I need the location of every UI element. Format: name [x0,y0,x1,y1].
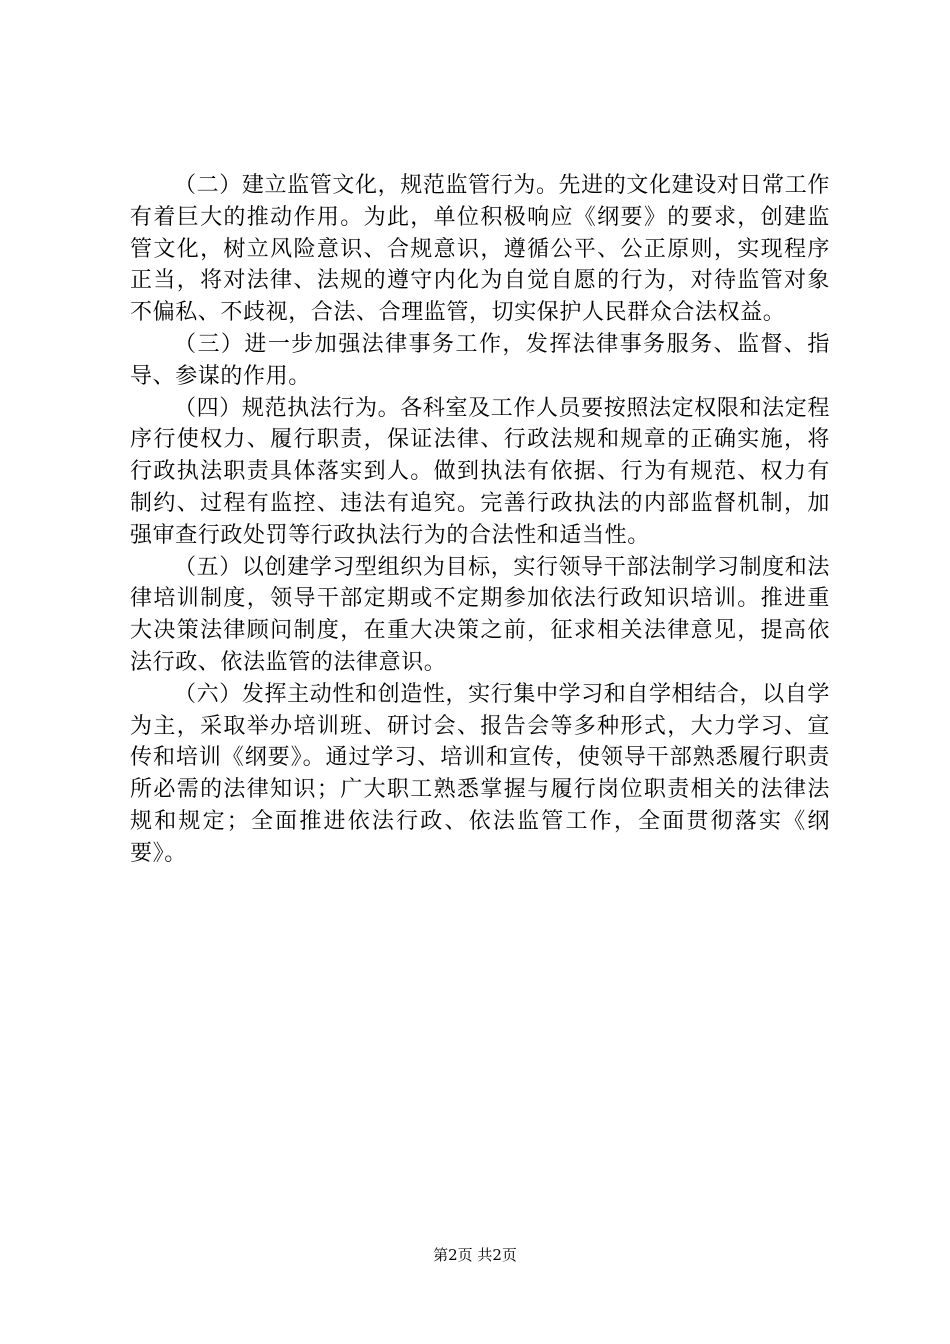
paragraph-3: （三）进一步加强法律事务工作，发挥法律事务服务、监督、指导、参谋的作用。 [130,331,830,389]
paragraph-2: （二）建立监管文化，规范监管行为。先进的文化建设对日常工作有着巨大的推动作用。为此，单位积极响应《纲要》的要求，创建监管文化，树立风险意识、合规意识，遵循公平、公正原则，实现程序正当，将对法律、法规的遵守内化为自觉自愿的行为，对待监管对象不偏私、不歧视，合法、合理监管，切实保护人民群众合法权益。 [130,173,830,326]
paragraph-5: （五）以创建学习型组织为目标，实行领导干部法制学习制度和法律培训制度，领导干部定期或不定期参加依法行政知识培训。推进重大决策法律顾问制度，在重大决策之前，征求相关法律意见，提高依法行政、依法监管的法律意识。 [130,554,830,675]
paragraph-6: （六）发挥主动性和创造性，实行集中学习和自学相结合，以自学为主，采取举办培训班、研讨会、报告会等多种形式，大力学习、宣传和培训《纲要》。通过学习、培训和宣传，使领导干部熟悉履行职责所必需的法律知识；广大职工熟悉掌握与履行岗位职责相关的法律法规和规定；全面推进依法行政、依法监管工作，全面贯彻落实《纲要》。 [130,681,830,866]
document-body [130,170,830,870]
page-number-footer: 第2页 共2页 [433,1246,517,1264]
paragraph-4: （四）规范执法行为。各科室及工作人员要按照法定权限和法定程序行使权力、履行职责，保证法律、行政法规和规章的正确实施，将行政执法职责具体落实到人。做到执法有依据、行为有规范、权力有制约、过程有监控、违法有追究。完善行政执法的内部监督机制，加强审查行政处罚等行政执法行为的合法性和适当性。 [130,395,830,548]
